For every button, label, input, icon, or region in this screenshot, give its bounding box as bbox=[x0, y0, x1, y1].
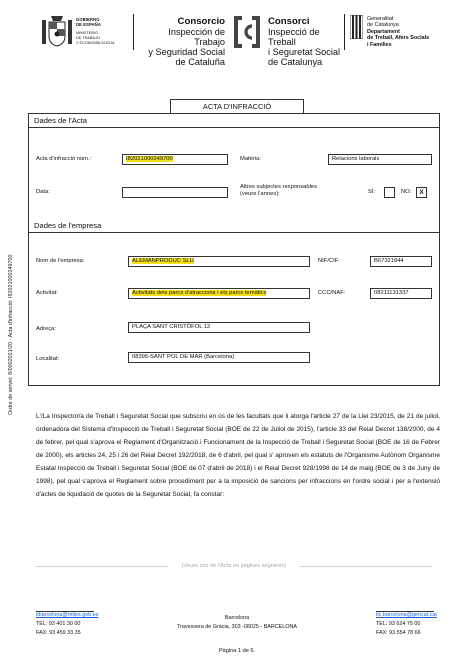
spain-coat-of-arms-icon bbox=[40, 14, 74, 50]
materia-field[interactable]: Relacions laborals bbox=[328, 154, 432, 165]
page-number: Pàgina 1 de 6. bbox=[218, 648, 256, 654]
yes-checkbox[interactable] bbox=[384, 187, 395, 198]
address-label: Adreça: bbox=[36, 326, 56, 332]
yes-label: SÍ: bbox=[368, 189, 376, 195]
date-field[interactable] bbox=[122, 187, 228, 198]
footer-right-tel: TEL: 93 624 75 00 bbox=[376, 621, 421, 627]
section-acta-heading: Dades de l'Acta bbox=[28, 113, 440, 128]
consorci-c-logo-icon bbox=[232, 14, 262, 50]
ccc-field[interactable]: 08211131337 bbox=[370, 288, 432, 299]
consorcio-es-name: Consorcio Inspección de Trabajo y Seguridad Social de Cataluña bbox=[148, 16, 225, 67]
footer-right-email-link[interactable]: itc.barcelona@gencat.cat bbox=[376, 612, 437, 618]
ccc-label: CCC/NAF: bbox=[318, 290, 346, 296]
company-name-field[interactable]: ALEMANPRODUC SLU bbox=[128, 256, 310, 267]
continuation-note: (Veure cos de l'Acta en pàgines següents) bbox=[28, 559, 440, 573]
form-title: ACTA D'INFRACCIÓ bbox=[170, 99, 304, 113]
date-label: Data: bbox=[36, 189, 50, 195]
nif-field[interactable]: B67321844 bbox=[370, 256, 432, 267]
address-field[interactable]: PLAÇA SANT CRISTÒFOL 12 bbox=[128, 322, 310, 333]
locality-field[interactable]: 08395-SANT POL DE MAR (Barcelona) bbox=[128, 352, 310, 363]
footer-address: Travessera de Gràcia, 303 -08025 - BARCELONA bbox=[177, 624, 297, 630]
footer-city: Barcelona bbox=[224, 615, 250, 621]
footer-left-email-link[interactable]: itbarcelona@mites.gob.es bbox=[36, 612, 99, 618]
generalitat-senyera-icon bbox=[350, 15, 363, 39]
locality-label: Localitat: bbox=[36, 356, 60, 362]
footer-left-tel: TEL: 93 401 30 00 bbox=[36, 621, 81, 627]
acta-number-label: Acta d'infracció núm.: bbox=[36, 156, 92, 162]
consorci-ca-name: Consorci Inspecció de Treball i Seguretat Social de Catalunya bbox=[268, 16, 341, 67]
legal-paragraph: L'/La Inspector/a de Treball i Seguretat Social que subscriu en ús de les facultats que li atorga l'article 27 de la Llei 23/2015, de 21 de juliol, ordenadora del Sistema d'Inspecció de Treball i Seguretat Social (BOE de 22 de Juliol de 2015), l'article 33 del Reial Decret 138/2000, de 4 de febrer, pel qual s'aprova el Reglament d'Organització i Funcionament de la Inspecció de Treball i Seguretat Social (BOE de 16 de Febrer de 2000), els articles 24, 25 i 26 del Reial Decret 192/2018, de 6 d'abril, pel qual s' aproven els estatuts de l'Organisme Autònom Organisme Estatal Inspecció de Treball i Seguretat Social (BOE de 07 d'abril de 2018) i el Reial Decret 928/1998 de 14 de maig (BOE de 3 de Juny de 1998), pel qual s'aprova el Reglament sobre procediment per a la imposició de sancions per infraccions en l'ordre social i per a l'extensió d'actes de liquidació de quotes de la Seguretat Social, fa constar: bbox=[36, 413, 440, 498]
document-header bbox=[0, 14, 474, 70]
no-checkbox[interactable]: X bbox=[416, 187, 427, 198]
gobierno-title: GOBIERNO DE ESPAÑA bbox=[76, 17, 102, 28]
company-name-label: Nom de l'empresa: bbox=[36, 258, 85, 264]
footer-right bbox=[376, 611, 437, 638]
other-subjects-label: Altres subjectes responsables (veure l'annex): bbox=[240, 184, 318, 197]
materia-label: Matèria: bbox=[240, 156, 261, 162]
header-divider bbox=[133, 14, 134, 50]
header-divider bbox=[344, 14, 345, 50]
section-empresa-heading: Dades de l'empresa bbox=[28, 218, 440, 233]
generalitat-department: Generalitat de Catalunya Departament de Treball, Afers Socials i Famílies bbox=[367, 16, 430, 48]
no-label: NO: bbox=[401, 189, 412, 195]
activity-field[interactable]: Activitats dels parcs d'atraccions i els parcs temàtics bbox=[128, 288, 310, 299]
side-reference: Ordre de servei: 8/0002021/20 - Acta d'infracció: I82021000249700 bbox=[8, 254, 14, 415]
nif-label: NIF/CIF: bbox=[318, 258, 340, 264]
footer-left-fax: FAX: 93 459 33 35 bbox=[36, 630, 81, 636]
activity-label: Activitat: bbox=[36, 290, 58, 296]
ministry-name: MINISTERIO DE TRABAJO Y ECONOMÍA SOCIAL bbox=[76, 31, 115, 45]
footer-right-fax: FAX: 93 554 78 66 bbox=[376, 630, 421, 636]
acta-number-field[interactable]: I82021000249700 bbox=[122, 154, 228, 165]
